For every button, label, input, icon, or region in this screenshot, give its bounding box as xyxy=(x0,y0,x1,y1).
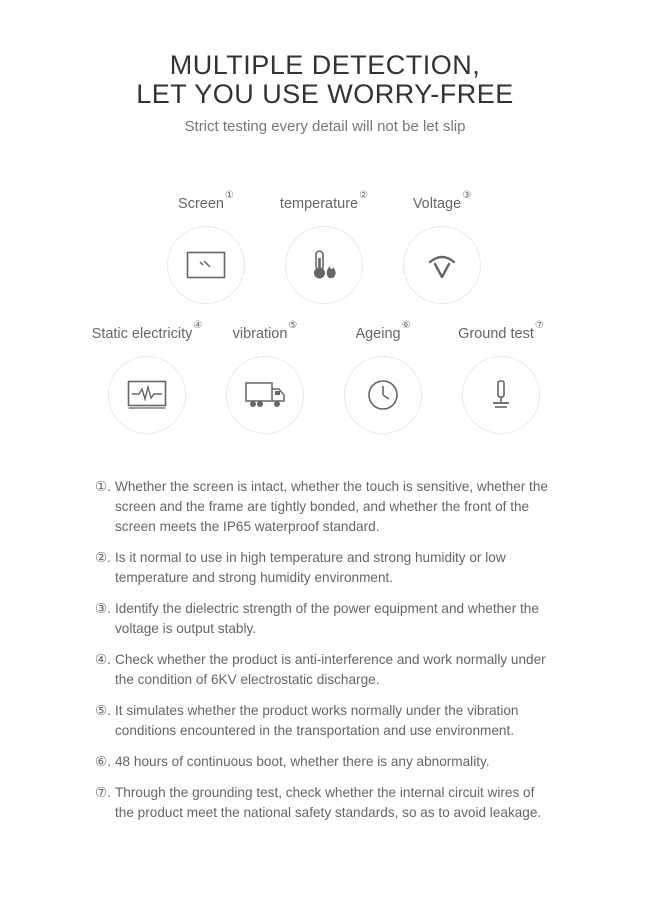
test-item-ground-test xyxy=(431,320,571,342)
test-marker: ④ xyxy=(193,320,203,331)
clock-icon xyxy=(366,378,400,412)
ground-probe-icon xyxy=(486,378,516,412)
note-text: Through the grounding test, check whether the internal circuit wires of the product meet the national safety standards, so as to avoid leakage. xyxy=(115,785,542,820)
test-marker: ⑤ xyxy=(288,320,298,331)
note-item xyxy=(95,599,555,639)
note-text: Check whether the product is anti-interference and work normally under the condition of 6KV electrostatic discharge. xyxy=(115,652,546,687)
test-icon-circle xyxy=(108,356,186,434)
voltage-icon xyxy=(425,248,459,282)
note-number: ①. xyxy=(95,479,111,494)
test-label: temperature xyxy=(279,196,359,212)
note-number: ⑥. xyxy=(95,754,111,769)
note-text: It simulates whether the product works normally under the vibration conditions encountered in the transportation and use environment. xyxy=(115,703,519,738)
test-label: Static electricity xyxy=(91,326,193,342)
note-item xyxy=(95,548,555,588)
test-label: Ground test xyxy=(458,326,534,342)
note-number: ⑦. xyxy=(95,785,111,800)
test-marker: ② xyxy=(359,190,369,201)
note-item xyxy=(95,650,555,690)
note-item xyxy=(95,752,555,772)
screen-icon xyxy=(186,251,226,279)
test-icon-circle xyxy=(344,356,422,434)
note-text: Whether the screen is intact, whether the touch is sensitive, whether the screen and the frame are tightly bonded, and whether the front of the screen meets the IP65 waterproof standard. xyxy=(115,479,548,534)
note-text: 48 hours of continuous boot, whether there is any abnormality. xyxy=(115,754,490,769)
test-label: Screen xyxy=(178,196,224,212)
note-text: Is it normal to use in high temperature and strong humidity or low temperature and strong humidity environment. xyxy=(115,550,506,585)
pulse-monitor-icon xyxy=(127,380,167,410)
note-text: Identify the dielectric strength of the power equipment and whether the voltage is output stably. xyxy=(115,601,539,636)
note-item xyxy=(95,783,555,823)
subtitle: Strict testing every detail will not be let slip xyxy=(184,118,466,135)
test-label: Voltage xyxy=(412,196,462,212)
test-marker: ③ xyxy=(462,190,472,201)
title-line-1: MULTIPLE DETECTION, xyxy=(169,50,481,80)
test-icon-circle xyxy=(285,226,363,304)
test-icon-circle xyxy=(462,356,540,434)
test-marker: ⑦ xyxy=(534,320,544,331)
note-item xyxy=(95,477,555,537)
truck-icon xyxy=(244,380,286,410)
test-marker: ⑥ xyxy=(401,320,411,331)
test-icon-circle xyxy=(403,226,481,304)
test-item-voltage xyxy=(372,190,512,212)
test-icon-circle xyxy=(167,226,245,304)
test-label: vibration xyxy=(232,326,288,342)
note-number: ⑤. xyxy=(95,703,111,718)
test-icon-circle xyxy=(226,356,304,434)
note-number: ②. xyxy=(95,550,111,565)
note-number: ④. xyxy=(95,652,111,667)
note-item xyxy=(95,701,555,741)
test-marker: ① xyxy=(224,190,234,201)
title-line-2: LET YOU USE WORRY-FREE xyxy=(136,79,514,109)
test-label: Ageing xyxy=(355,326,401,342)
note-number: ③. xyxy=(95,601,111,616)
notes-list xyxy=(95,477,555,834)
thermometer-icon xyxy=(307,248,341,282)
